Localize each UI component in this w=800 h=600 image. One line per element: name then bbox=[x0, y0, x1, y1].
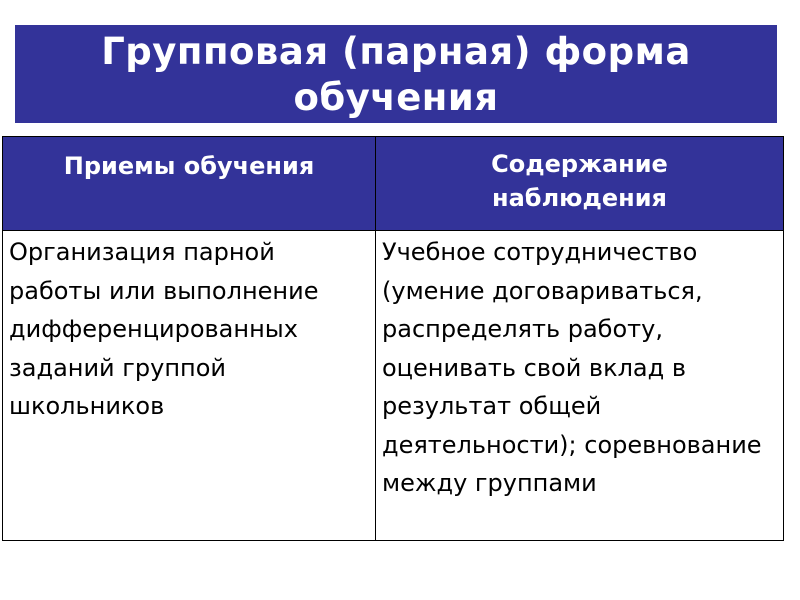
observation-table bbox=[2, 136, 784, 541]
header-teaching-methods: Приемы обучения bbox=[3, 137, 376, 231]
table-row bbox=[3, 231, 784, 541]
table-header-row bbox=[3, 137, 784, 231]
slide-title: Групповая (парная) форма обучения bbox=[15, 25, 777, 123]
cell-observation-content: Учебное сотрудничество (умение договариваться, распределять работу, оценивать свой вклад в результат общей деятельности); соревнование между группами bbox=[376, 231, 784, 541]
cell-teaching-method: Организация парной работы или выполнение дифференцированных заданий группой школьников bbox=[3, 231, 376, 541]
header-observation-content: Содержание наблюдения bbox=[376, 137, 784, 231]
